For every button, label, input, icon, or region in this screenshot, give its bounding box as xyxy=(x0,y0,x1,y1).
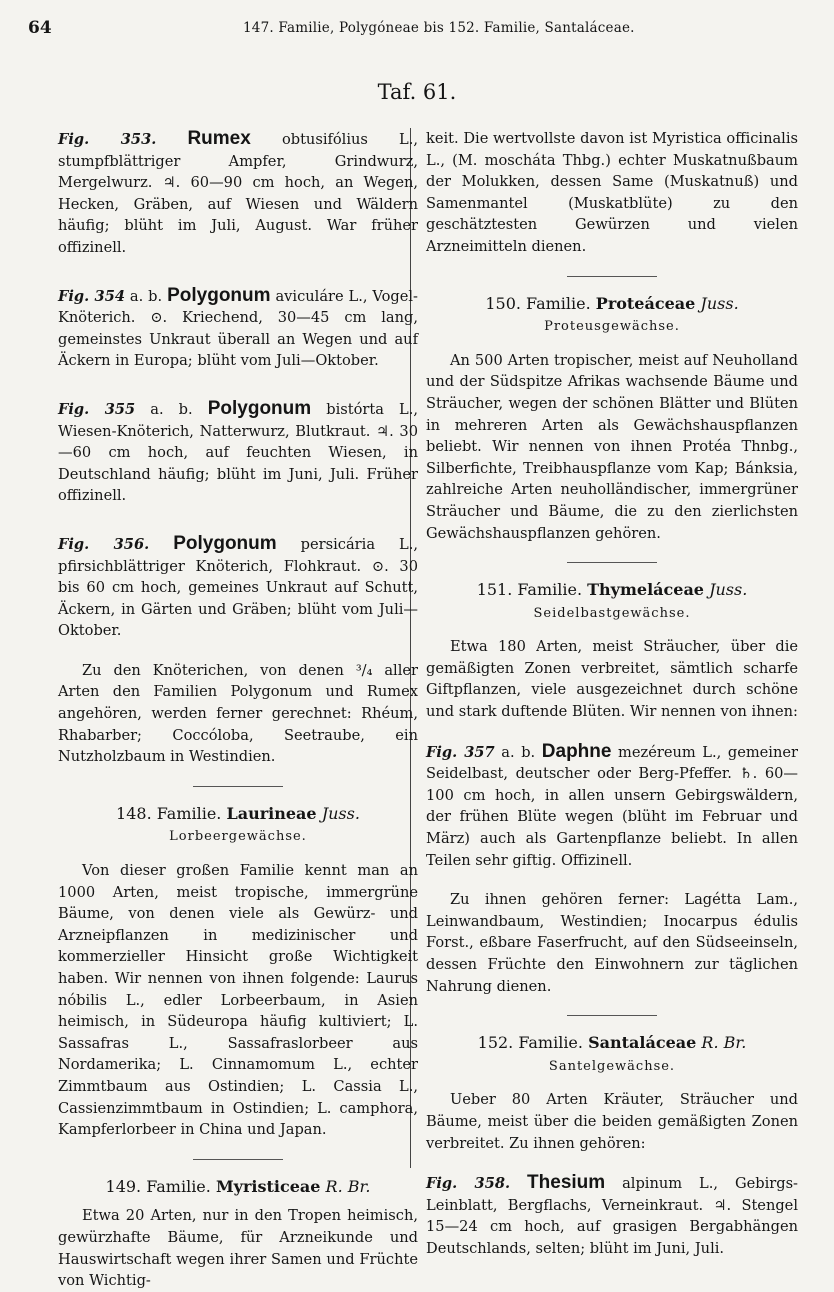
fig-label: Fig. 357 xyxy=(426,743,495,761)
family-number: 152. Familie. xyxy=(477,1033,583,1053)
fig-357-entry xyxy=(426,741,798,872)
family-name: Santaláceae xyxy=(588,1033,697,1053)
family-150-heading xyxy=(426,293,798,315)
family-152-text: Ueber 80 Arten Kräuter, Sträucher und Bäume, meist über die beiden gemäßigten Zonen verbreitet. Zu ihnen gehören: xyxy=(426,1091,798,1152)
fig-label: Fig. 356. xyxy=(58,535,150,553)
fig-label: Fig. 354 xyxy=(58,287,126,305)
entry-text: persicária L., pfirsichblättriger Knöterich, Flohkraut. ⊙. 30 bis 60 cm hoch, gemeines Unkraut auf Schutt, Äckern, in Gärten und Gräben; blüht vom Juli—Oktober. xyxy=(58,535,418,640)
family-author: Juss. xyxy=(709,580,748,600)
family-151-heading xyxy=(426,579,798,601)
family-name: Myristiceae xyxy=(215,1176,321,1196)
family-148-text: Von dieser großen Familie kennt man an 1000 Arten, meist tropische, immergrüne Bäume, von denen viele als Gewürz- und Arzneipflanzen in medizinischer und kommerzieller Hinsicht große Wichtigkeit haben. Wir nennen von ihnen folgende: Laurus nóbilis L., edler Lorbeerbaum, in Asien heimisch, in Südeuropa häufig kultiviert; L. Sassafras L., Sassafraslorbeer aus Nordamerika; L. Cinnamomum L., echter Zimmtbaum aus Ostindien; L. Cassia L., Cassienzimmtbaum in Ostindien; L. camphora, Kampferlorbeer in China und Japan. xyxy=(58,862,418,1139)
fig-parts: a. b. xyxy=(125,287,168,305)
entry-text: aviculáre L., Vogel-Knöterich. ⊙. Kriechend, 30—45 cm lang, gemeinstes Unkraut überall an Wegen und auf Äckern in Europa; blüht vom Juli—Oktober. xyxy=(58,287,418,370)
fig-parts: a. b. xyxy=(135,400,208,418)
entry-text: mezéreum L., gemeiner Seidelbast, deutscher oder Berg-Pfeffer. ♄. 60—100 cm hoch, in allen unsern Gebirgswäldern, der frühen Blüte wegen (blüht im Februar und März) auch als Gartenpflanze beliebt. In allen Teilen sehr giftig. Offizinell. xyxy=(426,743,798,869)
section-rule xyxy=(193,786,283,787)
family-148-heading xyxy=(58,803,418,825)
genus-name: Polygonum xyxy=(173,532,277,554)
family-number: 150. Familie. xyxy=(485,293,591,313)
genus-name: Polygonum xyxy=(207,397,312,419)
family-151-text: Etwa 180 Arten, meist Sträucher, über die gemäßigten Zonen verbreitet, sämtlich scharfe Giftpflanzen, viele ausgezeichnet durch schöne und stark duftende Blüten. Wir nennen von ihnen: xyxy=(426,638,798,721)
family-151-subtitle: Seidelbastgewächse. xyxy=(533,605,691,621)
family-150-text: An 500 Arten tropischer, meist auf Neuholland und der Südspitze Afrikas wachsende Bäume und Sträucher, wegen der schönen Blätter und Blüten in mehreren Arten als Gewächshauspflanzen beliebt. Wir nennen von ihnen Protéa Thnbg., Silberfichte, Treibhauspflanze vom Kap; Bánksia, zahlreiche Arten neuholländischer, immergrüner Sträucher und Bäume, die zu den zierlichsten Gewächshauspflanzen gehören. xyxy=(426,351,798,542)
family-148-subtitle: Lorbeergewächse. xyxy=(169,829,307,845)
fig-356-entry xyxy=(58,533,418,642)
entry-text: alpinum L., Gebirgs-Leinblatt, Bergflachs, Verneinkraut. ♃. Stengel 15—24 cm hoch, auf grasigen Bergabhängen Deutschlands, selten; blüht im Juni, Juli. xyxy=(426,1175,798,1257)
plate-title: Taf. 61. xyxy=(377,80,457,104)
fig-354-entry xyxy=(58,285,418,372)
genus-name: Daphne xyxy=(541,740,612,762)
fig-358-entry xyxy=(426,1172,798,1259)
entry-text: obtusifólius L., stumpfblättriger Ampfer, Grindwurz, Mergelwurz. ♃. 60—90 cm hoch, an Wegen, Hecken, Gräben, auf Wiesen und Wäldern häufig; blüht im Juli, August. War früher offizinell. xyxy=(58,131,418,256)
thymelaceae-paragraph: Zu ihnen gehören ferner: Lagétta Lam., Leinwandbaum, Westindien; Inocarpus édulis Forst., eßbare Faserfrucht, auf den Südseeinseln, dessen Früchte den Einwohnern zur täglichen Nahrung dienen. xyxy=(426,891,798,995)
fig-parts: a. b. xyxy=(494,743,542,761)
genus-name: Thesium xyxy=(527,1172,606,1194)
family-number: 149. Familie. xyxy=(105,1176,211,1196)
knoeterich-paragraph: Zu den Knöterichen, von denen ³/₄ aller Arten den Familien Polygonum und Rumex angehören, werden ferner gerechnet: Rhéum, Rhabarber; Coccóloba, Seetraube, ein Nutzholzbaum in Westindien. xyxy=(58,661,418,766)
section-rule xyxy=(193,1159,283,1160)
family-name: Thymeláceae xyxy=(587,580,704,600)
family-152-subtitle: Santelgewächse. xyxy=(548,1058,676,1074)
family-author: R. Br. xyxy=(701,1033,747,1053)
family-150-subtitle: Proteusgewächse. xyxy=(544,319,680,335)
section-rule xyxy=(567,1015,657,1016)
page-number: 64 xyxy=(28,18,52,38)
right-column xyxy=(426,128,798,1260)
family-152-heading xyxy=(426,1032,798,1054)
family-name: Proteáceae xyxy=(595,293,696,313)
genus-name: Rumex xyxy=(187,128,251,149)
fig-353-entry xyxy=(58,128,418,259)
section-rule xyxy=(567,276,657,277)
fig-355-entry xyxy=(58,398,418,507)
family-number: 148. Familie. xyxy=(116,803,222,823)
page-header xyxy=(28,18,814,44)
left-column xyxy=(58,128,418,1292)
genus-name: Polygonum xyxy=(167,284,271,306)
family-number: 151. Familie. xyxy=(476,580,583,600)
running-title: 147. Familie, Polygóneae bis 152. Familie, Santaláceae. xyxy=(243,20,635,36)
family-149-heading xyxy=(58,1176,418,1198)
section-rule xyxy=(567,562,657,563)
family-149-text: Etwa 20 Arten, nur in den Tropen heimisch, gewürzhafte Bäume, für Arzneikunde und Hauswirtschaft wegen ihrer Samen und Früchte von Wichtig- xyxy=(58,1207,418,1290)
fig-label: Fig. 355 xyxy=(58,400,136,418)
family-author: Juss. xyxy=(700,293,739,313)
family-author: R. Br. xyxy=(325,1176,371,1196)
family-author: Juss. xyxy=(321,803,360,823)
entry-text: bistórta L., Wiesen-Knöterich, Natterwurz, Blutkraut. ♃. 30—60 cm hoch, auf feuchten Wiesen, in Deutschland häufig; blüht im Juni, Juli. Früher offizinell. xyxy=(58,400,418,505)
family-149-continued: keit. Die wertvollste davon ist Myristica officinalis L., (M. moscháta Thbg.) echter Muskatnußbaum der Molukken, dessen Same (Muskatnuß) und Samenmantel (Muskatblüte) zu den geschätztesten Gewürzen und vielen Arzneimitteln dienen. xyxy=(426,130,798,255)
fig-label: Fig. 358. xyxy=(426,1175,511,1193)
family-name: Laurineae xyxy=(226,803,317,823)
fig-label: Fig. 353. xyxy=(58,131,157,148)
